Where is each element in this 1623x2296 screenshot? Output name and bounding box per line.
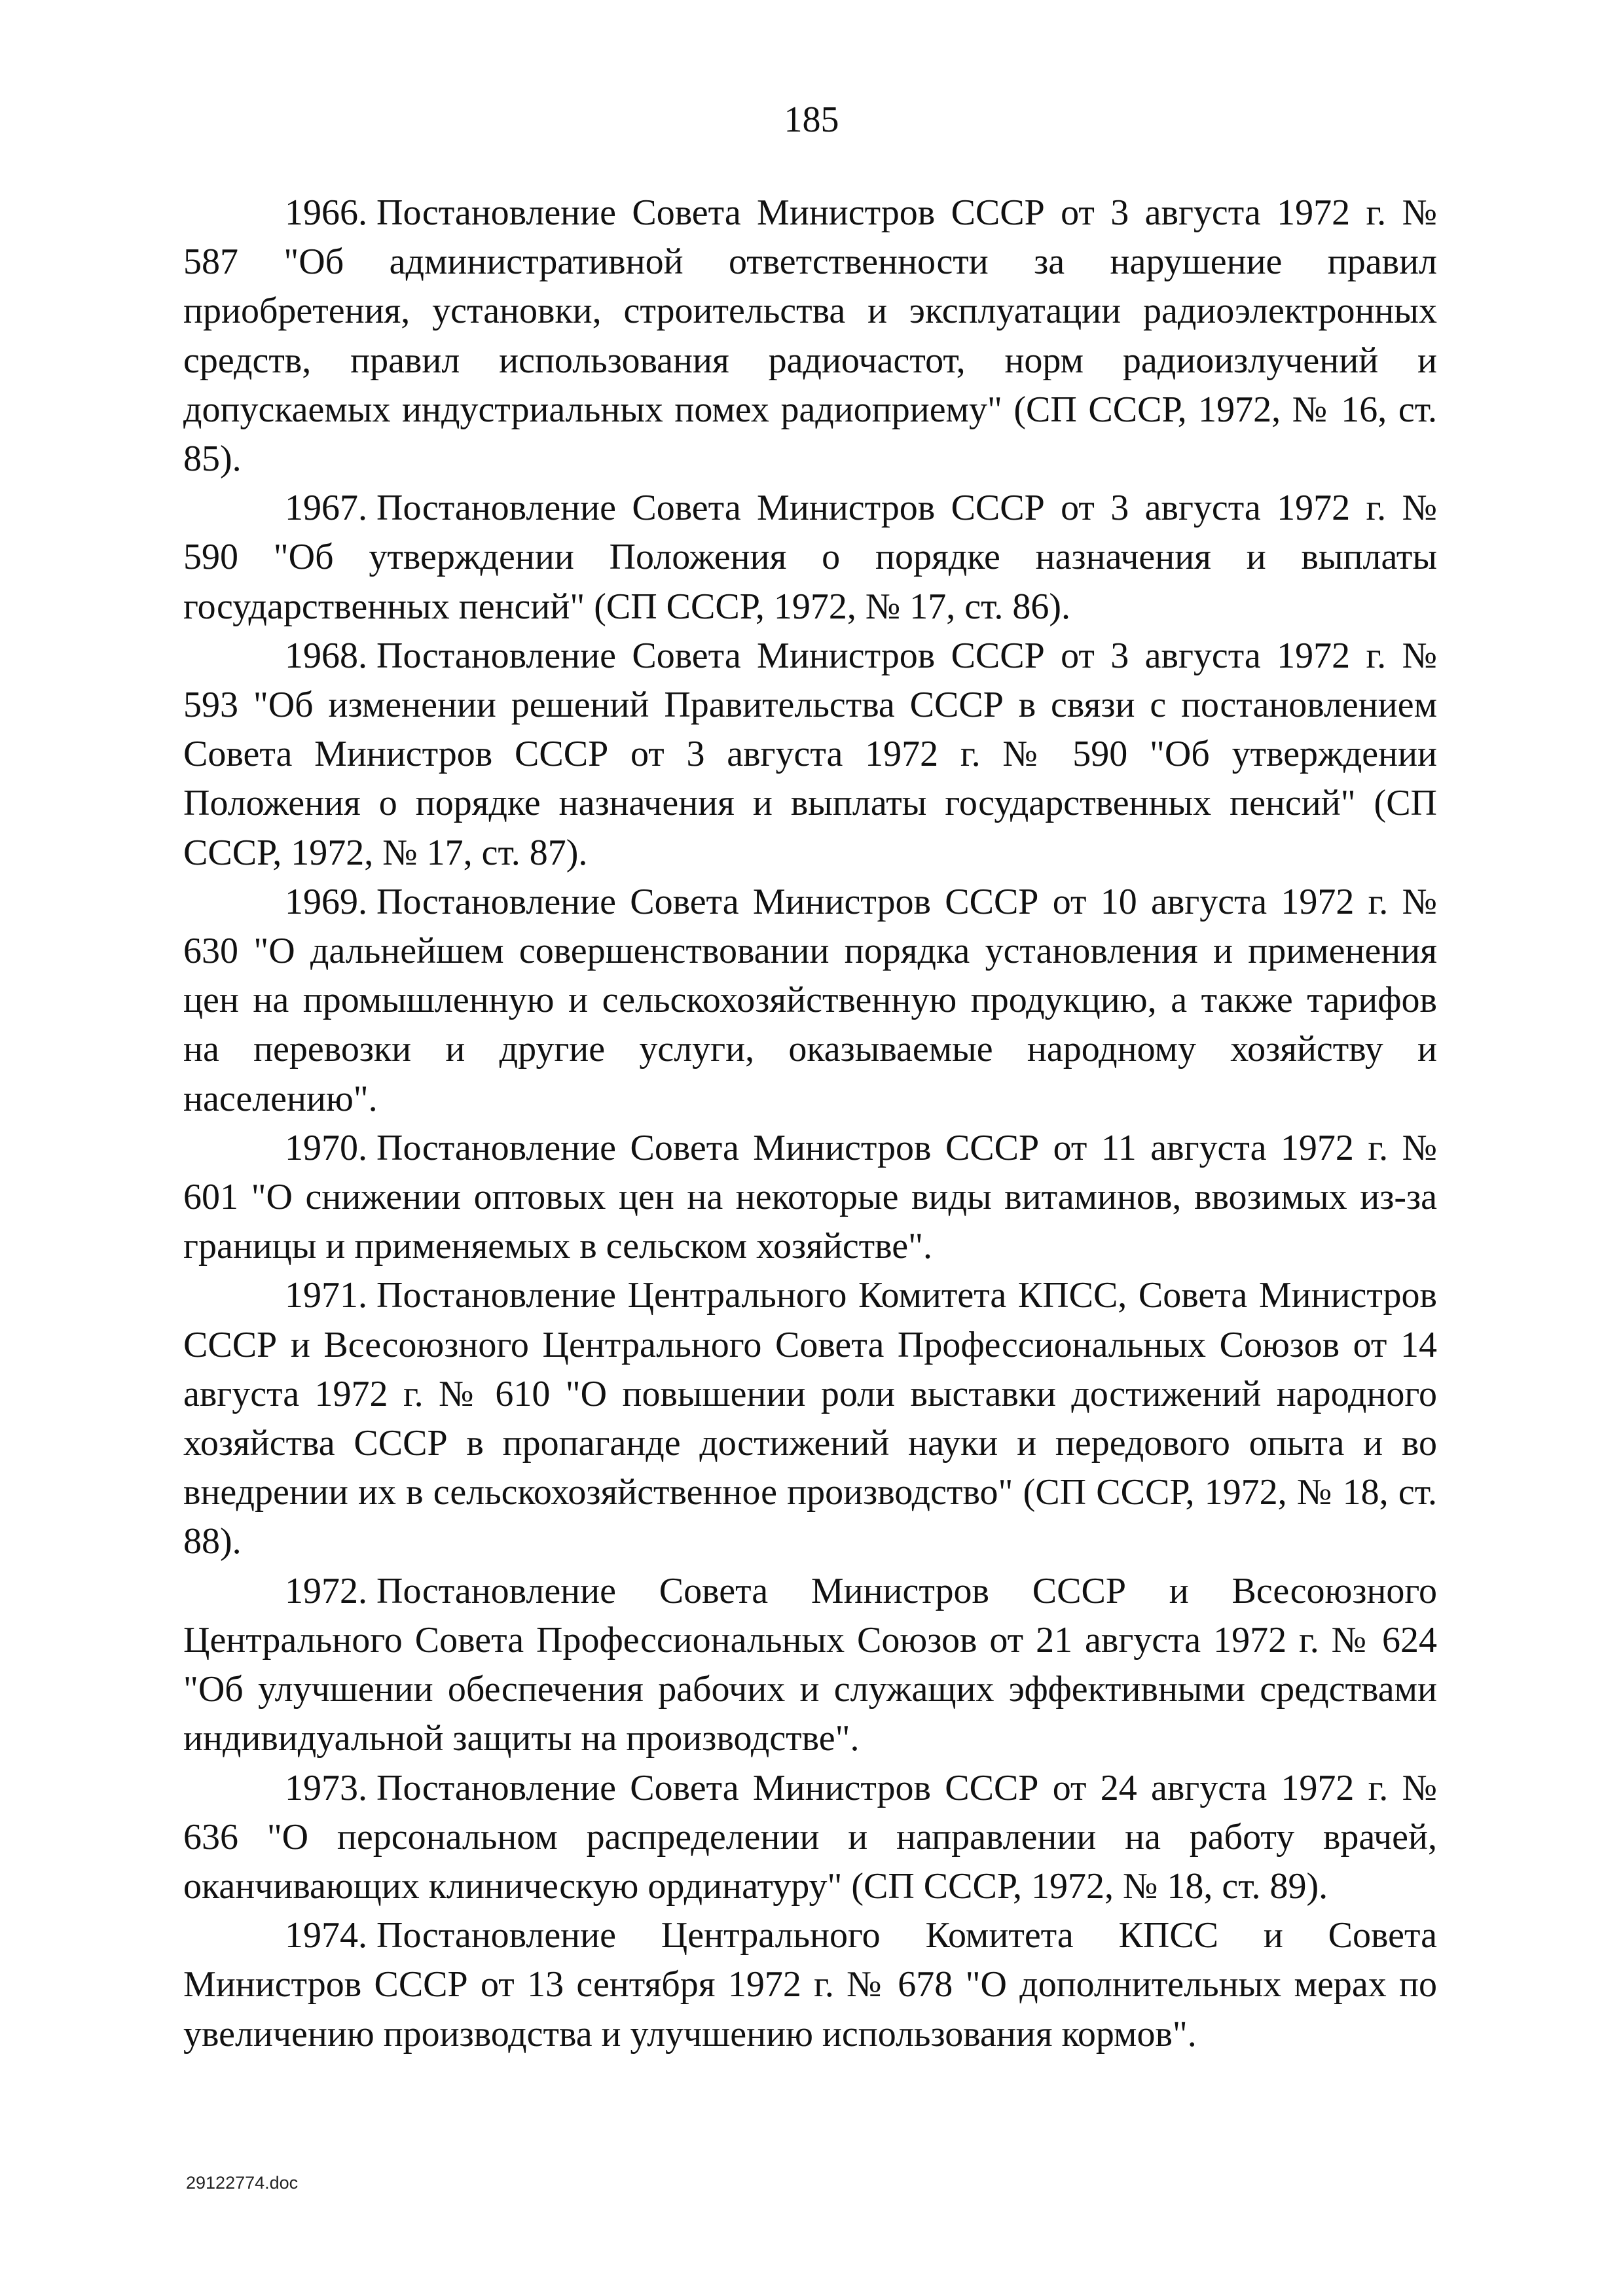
entry-number: 1974. [285,1915,367,1956]
entry-text: Постановление Совета Министров СССР и Всесоюзного Центрального Совета Профессиональных Союзов от 21 августа 1972 г. № 624 "Об улучшении обеспечения рабочих и служащих эффективными средствами индивидуальной защиты на производстве". [183,1570,1437,1759]
entry-text: Постановление Центрального Комитета КПСС и Совета Министров СССР от 13 сентября 1972 г. № 678 "О дополнительных мерах по увеличению производства и улучшению использования кормов". [183,1915,1437,2054]
entry-number: 1966. [285,192,367,233]
entry-number: 1973. [285,1767,367,1808]
entry-text: Постановление Совета Министров СССР от 3 августа 1972 г. № 590 "Об утверждении Положения о порядке назначения и выплаты государственных пенсий" (СП СССР, 1972, № 17, ст. 86). [183,488,1437,627]
entry-number: 1969. [285,881,367,922]
list-item [183,1271,1437,1566]
entry-number: 1968. [285,635,367,676]
document-body [183,188,1437,2059]
entry-text: Постановление Центрального Комитета КПСС, Совета Министров СССР и Всесоюзного Центрального Совета Профессиональных Союзов от 14 августа 1972 г. № 610 "О повышении роли выставки достижений народного хозяйства СССР в пропаганде достижений науки и передового опыта и во внедрении их в сельскохозяйственное производство" (СП СССР, 1972, № 18, ст. 88). [183,1275,1437,1562]
entry-number: 1967. [285,488,367,529]
list-item [183,1567,1437,1764]
list-item [183,878,1437,1124]
entry-text: Постановление Совета Министров СССР от 24 августа 1972 г. № 636 "О персональном распределении и направлении на работу врачей, оканчивающих клиническую ординатуру" (СП СССР, 1972, № 18, ст. 89). [183,1767,1437,1907]
entry-text: Постановление Совета Министров СССР от 11 августа 1972 г. № 601 "О снижении оптовых цен на некоторые виды витаминов, ввозимых из-за границы и применяемых в сельском хозяйстве". [183,1127,1437,1267]
page-number: 185 [784,99,839,140]
entry-number: 1970. [285,1127,367,1168]
list-item [183,1124,1437,1272]
list-item [183,484,1437,632]
list-item [183,188,1437,484]
entry-number: 1972. [285,1570,367,1611]
footer-filename: 29122774.doc [186,2173,299,2193]
entry-text: Постановление Совета Министров СССР от 3 августа 1972 г. № 593 "Об изменении решений Правительства СССР в связи с постановлением Совета Министров СССР от 3 августа 1972 г. № 590 "Об утверждении Положения о порядке назначения и выплаты государственных пенсий" (СП СССР, 1972, № 17, ст. 87). [183,635,1437,873]
entry-text: Постановление Совета Министров СССР от 10 августа 1972 г. № 630 "О дальнейшем совершенствовании порядка установления и применения цен на промышленную и сельскохозяйственную продукцию, а также тарифов на перевозки и другие услуги, оказываемые народному хозяйству и населению". [183,881,1437,1119]
list-item [183,1764,1437,1912]
list-item [183,632,1437,878]
entry-text: Постановление Совета Министров СССР от 3 августа 1972 г. № 587 "Об административной ответственности за нарушение правил приобретения, установки, строительства и эксплуатации радиоэлектронных средств, правил использования радиочастот, норм радиоизлучений и допускаемых индустриальных помех радиоприему" (СП СССР, 1972, № 16, ст. 85). [183,192,1437,480]
entry-number: 1971. [285,1275,367,1316]
list-item [183,1911,1437,2059]
